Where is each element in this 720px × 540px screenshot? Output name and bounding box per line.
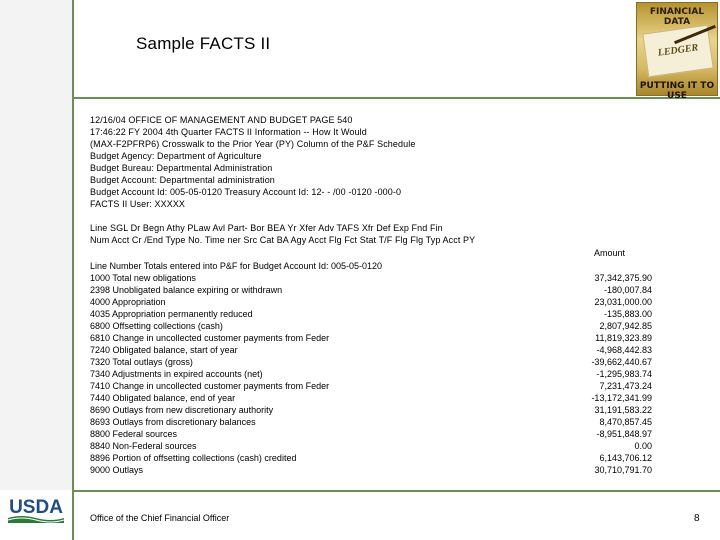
header-line: (MAX-F2PFRP6) Crosswalk to the Prior Year (PY) Column of the P&F Schedule (90, 139, 416, 149)
line-label: 6810 Change in uncollected customer payments from Feder (90, 333, 330, 343)
header-line: Budget Account: Departmental administration (90, 175, 275, 185)
logo-bottom-text: PUTTING IT TO USE (639, 81, 715, 101)
table-row (90, 308, 670, 320)
line-amount: 8,470,857.45 (599, 417, 652, 427)
table-row (90, 380, 670, 392)
column-header-block (90, 222, 690, 246)
line-amount: 37,342,375.90 (594, 273, 652, 283)
table-row (90, 368, 670, 380)
logo-ledger-text: LEDGER (657, 42, 699, 59)
line-amount: 6,143,706.12 (599, 453, 652, 463)
header-line: 12/16/04 OFFICE OF MANAGEMENT AND BUDGET PAGE 540 (90, 115, 353, 125)
left-sidebar-panel (0, 0, 72, 490)
line-label: 2398 Unobligated balance expiring or withdrawn (90, 285, 283, 295)
line-label: 6800 Offsetting collections (cash) (90, 321, 223, 331)
line-label: 8690 Outlays from new discretionary authority (90, 405, 274, 415)
column-header-line: Line SGL Dr Begn Athy PLaw Avl Part- Bor BEA Yr Xfer Adv TAFS Xfr Def Exp Fnd Fin (90, 223, 443, 233)
line-amount: 2,807,942.85 (599, 321, 652, 331)
table-row (90, 464, 670, 476)
table-row (90, 272, 670, 284)
line-amount: 7,231,473.24 (599, 381, 652, 391)
line-label: 9000 Outlays (90, 465, 144, 475)
slide-title: Sample FACTS II (136, 34, 271, 53)
header-line: Budget Agency: Department of Agriculture (90, 151, 262, 161)
header-line: Budget Account Id: 005-05-0120 Treasury Account Id: 12- - /00 -0120 -000-0 (90, 187, 402, 197)
line-amount: -13,172,341.99 (591, 393, 652, 403)
table-row (90, 296, 670, 308)
line-label: 4000 Appropriation (90, 297, 166, 307)
line-label: 8896 Portion of offsetting collections (cash) credited (90, 453, 297, 463)
column-header-line: Num Acct Cr /End Type No. Time ner Src Cat BA Agy Acct Flg Fct Stat T/F Flg Flg Typ Acct PY (90, 235, 476, 245)
financial-data-logo (636, 2, 718, 101)
report-header-block (90, 114, 690, 210)
line-amount: 11,819,323.89 (595, 333, 652, 343)
table-row (90, 452, 670, 464)
line-label: 4035 Appropriation permanently reduced (90, 309, 253, 319)
header-line: 17:46:22 FY 2004 4th Quarter FACTS II Information -- How It Would (90, 127, 367, 137)
amount-column-header: Amount (594, 248, 626, 258)
line-label: 8800 Federal sources (90, 429, 178, 439)
page-number: 8 (694, 513, 700, 524)
table-row (90, 284, 670, 296)
line-amount: 0.00 (634, 441, 652, 451)
header-line: Budget Bureau: Departmental Administration (90, 163, 273, 173)
footer-divider (72, 490, 720, 492)
usda-logo-icon (6, 496, 66, 524)
line-label: 1000 Total new obligations (90, 273, 196, 283)
table-row (90, 440, 670, 452)
table-row (90, 428, 670, 440)
line-amount: -1,295,983.74 (596, 369, 652, 379)
line-label: 8840 Non-Federal sources (90, 441, 197, 451)
title-divider (72, 97, 720, 99)
line-amount: -180,007.84 (603, 285, 652, 295)
footer-office-name: Office of the Chief Financial Officer (90, 513, 230, 523)
line-amount: -8,951,848.97 (596, 429, 652, 439)
line-amount: -135,883.00 (603, 309, 652, 319)
line-totals-intro (90, 260, 670, 272)
table-row (90, 416, 670, 428)
logo-top-text: FINANCIAL DATA (649, 7, 705, 27)
line-amount: 31,191,583.22 (594, 405, 652, 415)
table-row (90, 332, 670, 344)
table-row (90, 356, 670, 368)
table-row (90, 404, 670, 416)
line-amount: 30,710,791.70 (594, 465, 652, 475)
line-amount: -4,968,442.83 (596, 345, 652, 355)
line-amount: 23,031,000.00 (594, 297, 652, 307)
line-label: 7410 Change in uncollected customer payments from Feder (90, 381, 330, 391)
report-body (90, 114, 690, 246)
vertical-divider (72, 0, 74, 540)
line-label: 7320 Total outlays (gross) (90, 357, 193, 367)
header-line: FACTS II User: XXXXX (90, 199, 186, 209)
table-row (90, 344, 670, 356)
table-row (90, 320, 670, 332)
table-row (90, 392, 670, 404)
line-label: 7440 Obligated balance, end of year (90, 393, 236, 403)
line-label: 7340 Adjustments in expired accounts (net) (90, 369, 263, 379)
line-amount: -39,662,440.67 (591, 357, 652, 367)
line-totals-table (90, 260, 670, 476)
line-totals-intro-text: Line Number Totals entered into P&F for Budget Account Id: 005-05-0120 (90, 261, 383, 271)
usda-logo-text: USDA (9, 497, 63, 518)
line-label: 8693 Outlays from discretionary balances (90, 417, 256, 427)
line-label: 7240 Obligated balance, start of year (90, 345, 238, 355)
